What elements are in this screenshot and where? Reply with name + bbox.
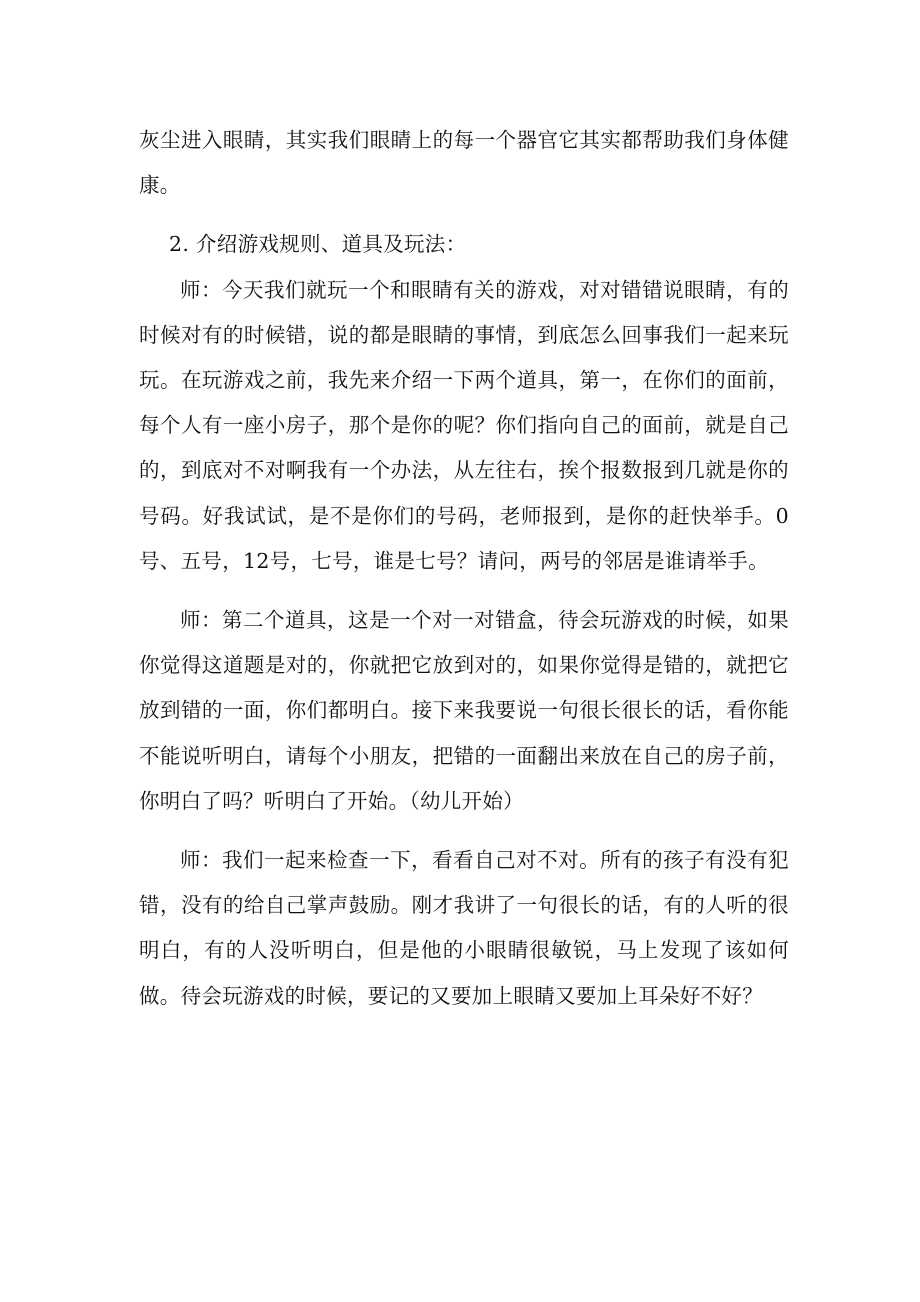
paragraph-check: 师：我们一起来检查一下，看看自己对不对。所有的孩子有没有犯错，没有的给自己掌声鼓励。刚才我讲了一句很长的话，有的人听的很明白，有的人没听明白，但是他的小眼睛很敏锐，马上发现了该如何做。待会玩游戏的时候，要记的又要加上眼睛又要加上耳朵好不好？ — [139, 848, 789, 1008]
paragraph-continuation: 灰尘进入眼睛，其实我们眼睛上的每一个器官它其实都帮助我们身体健康。 — [139, 128, 789, 198]
document-body — [139, 118, 789, 1019]
paragraph-teacher-intro: 师：今天我们就玩一个和眼睛有关的游戏，对对错错说眼睛，有的时候对有的时候错，说的都是眼睛的事情，到底怎么回事我们一起来玩玩。在玩游戏之前，我先来介绍一下两个道具，第一，在你们的面前，每个人有一座小房子，那个是你的呢？你们指向自己的面前，就是自己的，到底对不对啊我有一个办法，从左往右，挨个报数报到几就是你的号码。好我试试，是不是你们的号码，老师报到，是你的赶快举手。0号、五号，12号，七号，谁是七号？请问，两号的邻居是谁请举手。 — [139, 277, 789, 573]
section-heading: 2. 介绍游戏规则、道具及玩法： — [169, 232, 467, 257]
paragraph-second-prop: 师：第二个道具，这是一个对一对错盒，待会玩游戏的时候，如果你觉得这道题是对的，你就把它放到对的，如果你觉得是错的，就把它放到错的一面，你们都明白。接下来我要说一句很长很长的话，看你能不能说听明白，请每个小朋友，把错的一面翻出来放在自己的房子前，你明白了吗？听明白了开始。（幼儿开始） — [139, 608, 789, 813]
